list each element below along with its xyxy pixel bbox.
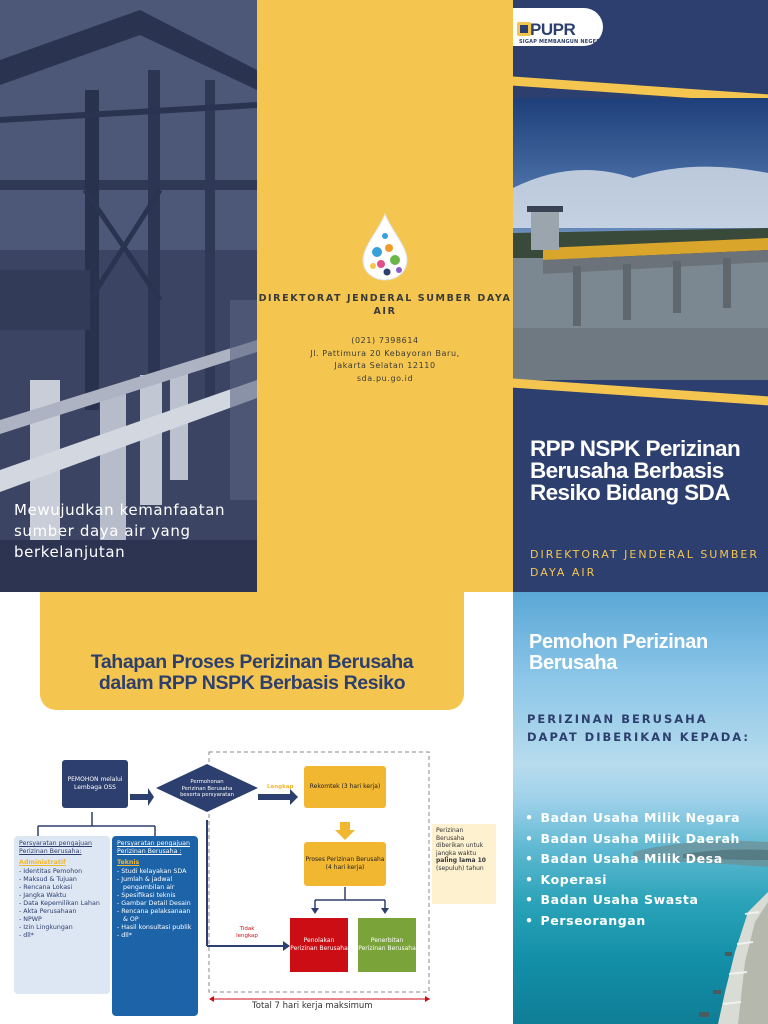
list-item: • Badan Usaha Swasta bbox=[525, 890, 765, 911]
tech-req-category: Teknis bbox=[117, 859, 140, 866]
penerbitan-box: Penerbitan Perizinan Berusaha bbox=[358, 918, 416, 972]
technical-requirements bbox=[112, 836, 198, 1016]
list-item: - Maksud & Tujuan bbox=[19, 876, 105, 884]
list-item: - Rencana Lokasi bbox=[19, 884, 105, 892]
cover-subtitle: DIREKTORAT JENDERAL SUMBER DAYA AIR bbox=[530, 548, 759, 579]
contact-panel bbox=[257, 0, 513, 592]
list-item: • Badan Usaha Milik Daerah bbox=[525, 829, 765, 850]
pemohon-box: PEMOHON melalui Lembaga OSS bbox=[62, 760, 128, 808]
list-item: • Koperasi bbox=[525, 870, 765, 891]
tagline-text: Mewujudkan kemanfaatan sumber daya air yang berkelanjutan bbox=[14, 501, 226, 561]
flow-title-line1: Tahapan Proses Perizinan Berusaha bbox=[90, 651, 414, 673]
pupr-logo bbox=[513, 8, 603, 46]
note-prefix: Perizinan Berusaha diberikan untuk jangka waktu bbox=[436, 827, 484, 857]
website-link[interactable]: sda.pu.go.id bbox=[356, 373, 414, 383]
list-item: • Perseorangan bbox=[525, 911, 765, 932]
flow-diagram bbox=[0, 742, 513, 1024]
applicants-subtitle: PERIZINAN BERUSAHA DAPAT DIBERIKAN KEPADA: bbox=[527, 712, 750, 744]
admin-requirements bbox=[14, 836, 110, 994]
process-flow-panel bbox=[0, 592, 513, 1024]
list-item: - Akta Perusahaan bbox=[19, 908, 105, 916]
list-item: - Rencana pelaksanaan & OP bbox=[117, 908, 193, 924]
note-bold: paling lama 10 bbox=[436, 857, 486, 864]
address-line2: Jakarta Selatan 12110 bbox=[334, 361, 436, 370]
list-item: • Badan Usaha Milik Negara bbox=[525, 808, 765, 829]
logo-tagline: SIGAP MEMBANGUN NEGERI bbox=[519, 39, 603, 45]
list-item: - Hasil konsultasi publik bbox=[117, 924, 193, 932]
tidak-lengkap-label: Tidak lengkap bbox=[236, 926, 258, 939]
proses-box: Proses Perizinan Berusaha (4 hari kerja) bbox=[304, 842, 386, 886]
list-item: - Studi kelayakan SDA bbox=[117, 868, 193, 876]
water-drop-logo-icon bbox=[361, 212, 409, 282]
list-item: - Identitas Pemohon bbox=[19, 868, 105, 876]
flow-title bbox=[40, 652, 464, 694]
address-line1: Jl. Pattimura 20 Kebayoran Baru, bbox=[310, 348, 460, 358]
list-item: - Gambar Detail Desain bbox=[117, 900, 193, 908]
validity-note bbox=[432, 824, 496, 904]
contact-block bbox=[257, 335, 513, 385]
list-item: - NPWP bbox=[19, 916, 105, 924]
lengkap-label: Lengkap bbox=[267, 784, 294, 790]
penolakan-box: Penolakan Perizinan Berusaha bbox=[290, 918, 348, 972]
list-item: - Spesifikasi teknis bbox=[117, 892, 193, 900]
applicants-title: Pemohon Perizinan Berusaha bbox=[529, 631, 708, 674]
applicant-list bbox=[525, 808, 765, 931]
pupr-emblem-icon bbox=[517, 22, 531, 36]
admin-req-list bbox=[19, 868, 105, 940]
admin-req-category: Administratif bbox=[19, 859, 66, 866]
phone-number: (021) 7398614 bbox=[351, 336, 419, 345]
cover-title: RPP NSPK Perizinan Berusaha Berbasis Resiko Bidang SDA bbox=[530, 436, 741, 505]
list-item: - Izin Lingkungan bbox=[19, 924, 105, 932]
list-item: • Badan Usaha Milik Desa bbox=[525, 849, 765, 870]
list-item: - Jangka Waktu bbox=[19, 892, 105, 900]
bridge-photo bbox=[513, 98, 768, 380]
logo-text: PUPR bbox=[530, 20, 576, 39]
gold-stripe-bottom bbox=[513, 378, 768, 407]
photo-panel-structure bbox=[0, 0, 257, 592]
list-item: - dll* bbox=[117, 932, 193, 940]
permohonan-diamond: Permohonan Perizinan Berusaha beserta persyaratan bbox=[180, 779, 234, 799]
note-suffix: (sepuluh) tahun bbox=[436, 864, 484, 872]
list-item: - Jumlah & jadwal pengambilan air bbox=[117, 876, 193, 892]
list-item: - dll* bbox=[19, 932, 105, 940]
list-item: - Data Kepemilikan Lahan bbox=[19, 900, 105, 908]
tech-req-list bbox=[117, 868, 193, 940]
flow-title-line2: dalam RPP NSPK Berbasis Resiko bbox=[98, 672, 406, 694]
applicants-panel bbox=[513, 592, 768, 1024]
cover-panel bbox=[513, 0, 768, 592]
directorate-name: DIREKTORAT JENDERAL SUMBER DAYA AIR bbox=[258, 293, 512, 317]
admin-req-heading: Persyaratan pengajuan Perizinan Berusaha: bbox=[19, 840, 92, 855]
rekomtek-box: Rekomtek (3 hari kerja) bbox=[304, 766, 386, 808]
tech-req-heading: Persyaratan pengajuan Perizinan Berusaha : bbox=[117, 840, 190, 855]
total-duration-label: Total 7 hari kerja maksimum bbox=[252, 1001, 373, 1011]
